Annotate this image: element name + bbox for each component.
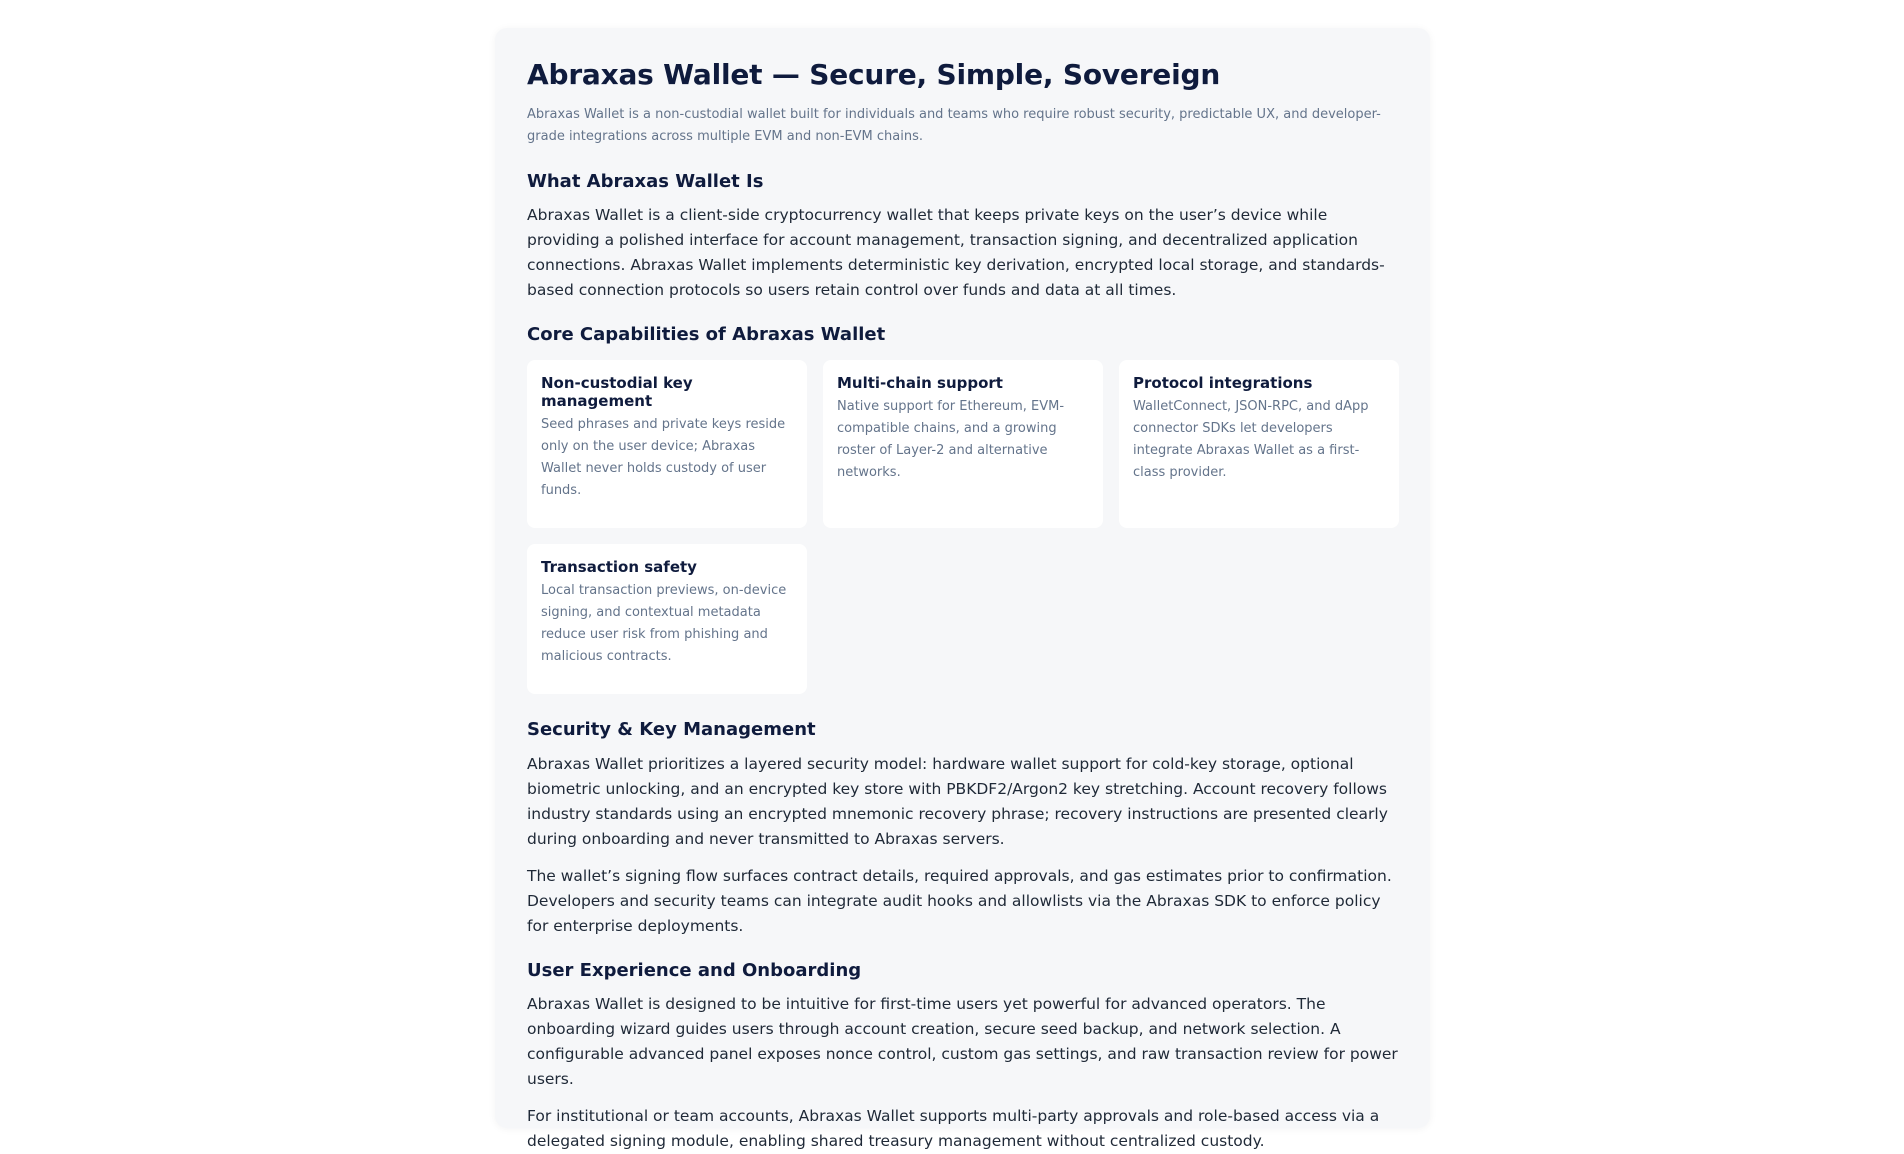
section-what-paragraph: Abraxas Wallet is a client-side cryptocurrency wallet that keeps private keys on the user’s device while providing a polished interface for account management, transaction signing, and decentralized application connections. Abraxas Wallet implements deterministic key derivation, encrypted local storage, and standards-based connection protocols so users retain control over funds and data at all times. <box>527 205 1385 299</box>
section-heading-security: Security & Key Management <box>527 719 816 741</box>
section-heading-capabilities: Core Capabilities of Abraxas Wallet <box>527 323 886 345</box>
section-capabilities <box>527 323 1398 694</box>
section-ux <box>527 959 1398 1154</box>
feature-title: Protocol integrations <box>1133 374 1313 393</box>
feature-title: Non-custodial key management <box>541 374 693 411</box>
feature-title: Multi-chain support <box>837 374 1003 393</box>
section-what <box>527 170 1398 303</box>
feature-description: Seed phrases and private keys reside only on the user device; Abraxas Wallet never holds custody of user funds. <box>541 417 786 499</box>
page-subtitle: Abraxas Wallet is a non-custodial wallet built for individuals and teams who require robust security, predictable UX, and developer-grade integrations across multiple EVM and non-EVM chains. <box>527 106 1381 144</box>
section-security-paragraph-2: The wallet’s signing flow surfaces contract details, required approvals, and gas estimates prior to confirmation. Developers and security teams can integrate audit hooks and allowlists via the Abraxas SDK to enforce policy for enterprise deployments. <box>527 866 1392 935</box>
feature-description: Native support for Ethereum, EVM-compatible chains, and a growing roster of Layer-2 and alternative networks. <box>837 399 1065 481</box>
feature-card-key-management <box>527 360 807 528</box>
section-ux-paragraph-1: Abraxas Wallet is designed to be intuitive for first-time users yet powerful for advanced operators. The onboarding wizard guides users through account creation, secure seed backup, and network selection. A configurable advanced panel exposes nonce control, custom gas settings, and raw transaction review for power users. <box>527 995 1398 1089</box>
section-security <box>527 718 1398 938</box>
feature-card-protocol-integrations <box>1119 360 1399 528</box>
feature-title: Transaction safety <box>541 558 697 577</box>
feature-description: WalletConnect, JSON-RPC, and dApp connector SDKs let developers integrate Abraxas Wallet as a first-class provider. <box>1133 399 1369 481</box>
section-heading-what: What Abraxas Wallet Is <box>527 170 764 192</box>
feature-card-multi-chain <box>823 360 1103 528</box>
section-ux-paragraph-2: For institutional or team accounts, Abraxas Wallet supports multi-party approvals and role-based access via a delegated signing module, enabling shared treasury management without centralized custody. <box>527 1107 1380 1151</box>
section-security-paragraph-1: Abraxas Wallet prioritizes a layered security model: hardware wallet support for cold-key storage, optional biometric unlocking, and an encrypted key store with PBKDF2/Argon2 key stretching. Account recovery follows industry standards using an encrypted mnemonic recovery phrase; recovery instructions are presented clearly during onboarding and never transmitted to Abraxas servers. <box>527 754 1388 848</box>
page-title: Abraxas Wallet — Secure, Simple, Sovereign <box>527 58 1221 91</box>
content-card <box>495 28 1430 1151</box>
capabilities-grid <box>527 360 1398 694</box>
feature-card-transaction-safety <box>527 544 807 694</box>
feature-description: Local transaction previews, on-device signing, and contextual metadata reduce user risk from phishing and malicious contracts. <box>541 583 787 665</box>
section-heading-ux: User Experience and Onboarding <box>527 959 862 981</box>
